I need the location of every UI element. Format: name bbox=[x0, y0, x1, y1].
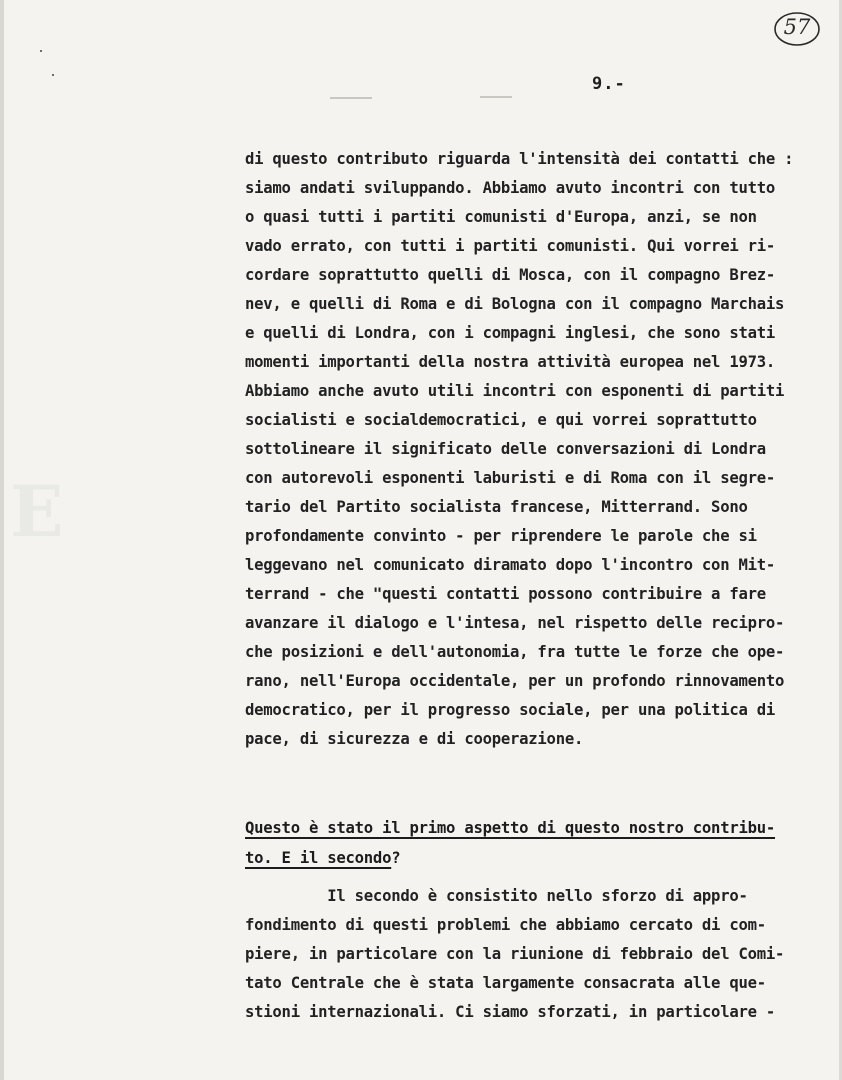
heading-underlined-text: to. E il secondo bbox=[245, 849, 392, 867]
text-line: che posizioni e dell'autonomia, fra tutte le forze che ope- bbox=[245, 643, 785, 661]
text-line: o quasi tutti i partiti comunisti d'Europa, anzi, se non bbox=[245, 208, 757, 226]
text-line: democratico, per il progresso sociale, per una politica di bbox=[245, 701, 776, 719]
text-line: avanzare il dialogo e l'intesa, nel rispetto delle recipro- bbox=[245, 614, 785, 632]
scan-speck bbox=[40, 50, 42, 52]
text-line: pace, di sicurezza e di cooperazione. bbox=[245, 730, 584, 748]
text-line: terrand - che "questi contatti possono contribuire a fare bbox=[245, 585, 766, 603]
heading-line bbox=[245, 843, 835, 873]
text-line: nev, e quelli di Roma e di Bologna con il compagno Marchais bbox=[245, 295, 785, 313]
section-heading bbox=[245, 813, 835, 873]
text-line: rano, nell'Europa occidentale, per un profondo rinnovamento bbox=[245, 672, 785, 690]
text-line: profondamente convinto - per riprendere le parole che si bbox=[245, 527, 757, 545]
text-line: e quelli di Londra, con i compagni inglesi, che sono stati bbox=[245, 324, 776, 342]
text-line: con autorevoli esponenti laburisti e di Roma con il segre- bbox=[245, 469, 776, 487]
text-line: tario del Partito socialista francese, Mitterrand. Sono bbox=[245, 498, 748, 516]
paragraph-1 bbox=[245, 145, 835, 754]
text-line: socialisti e socialdemocratici, e qui vorrei soprattutto bbox=[245, 411, 757, 429]
text-line: leggevano nel comunicato diramato dopo l'incontro con Mit- bbox=[245, 556, 776, 574]
text-line: momenti importanti della nostra attività europea nel 1973. bbox=[245, 353, 776, 371]
bleed-through-shadow: E bbox=[10, 470, 64, 553]
text-line: di questo contributo riguarda l'intensità dei contatti che : bbox=[245, 150, 794, 168]
text-line: vado errato, con tutti i partiti comunisti. Qui vorrei ri- bbox=[245, 237, 776, 255]
text-line: tato Centrale che è stata largamente consacrata alle que- bbox=[245, 974, 766, 992]
text-line: stioni internazionali. Ci siamo sforzati, in particolare - bbox=[245, 1003, 776, 1021]
faint-mark bbox=[480, 96, 512, 98]
text-line: Abbiamo anche avuto utili incontri con esponenti di partiti bbox=[245, 382, 785, 400]
text-line: cordare soprattutto quelli di Mosca, con il compagno Brez- bbox=[245, 266, 776, 284]
text-line: Il secondo è consistito nello sforzo di appro- bbox=[245, 887, 748, 905]
faint-mark bbox=[330, 97, 372, 99]
page-stamp bbox=[773, 10, 821, 48]
text-line: piere, in particolare con la riunione di febbraio del Comi- bbox=[245, 945, 785, 963]
scan-edge-left bbox=[0, 0, 4, 1080]
text-line: sottolineare il significato delle conversazioni di Londra bbox=[245, 440, 766, 458]
stamp-number: 57 bbox=[783, 15, 811, 39]
text-line: siamo andati sviluppando. Abbiamo avuto incontri con tutto bbox=[245, 179, 776, 197]
heading-line: Questo è stato il primo aspetto di questo nostro contribu- bbox=[245, 819, 776, 837]
paragraph-2 bbox=[245, 882, 835, 1027]
text-line: fondimento di questi problemi che abbiamo cercato di com- bbox=[245, 916, 766, 934]
page-number: 9.- bbox=[592, 74, 626, 94]
scan-speck bbox=[52, 74, 54, 76]
heading-question-mark: ? bbox=[391, 849, 401, 867]
